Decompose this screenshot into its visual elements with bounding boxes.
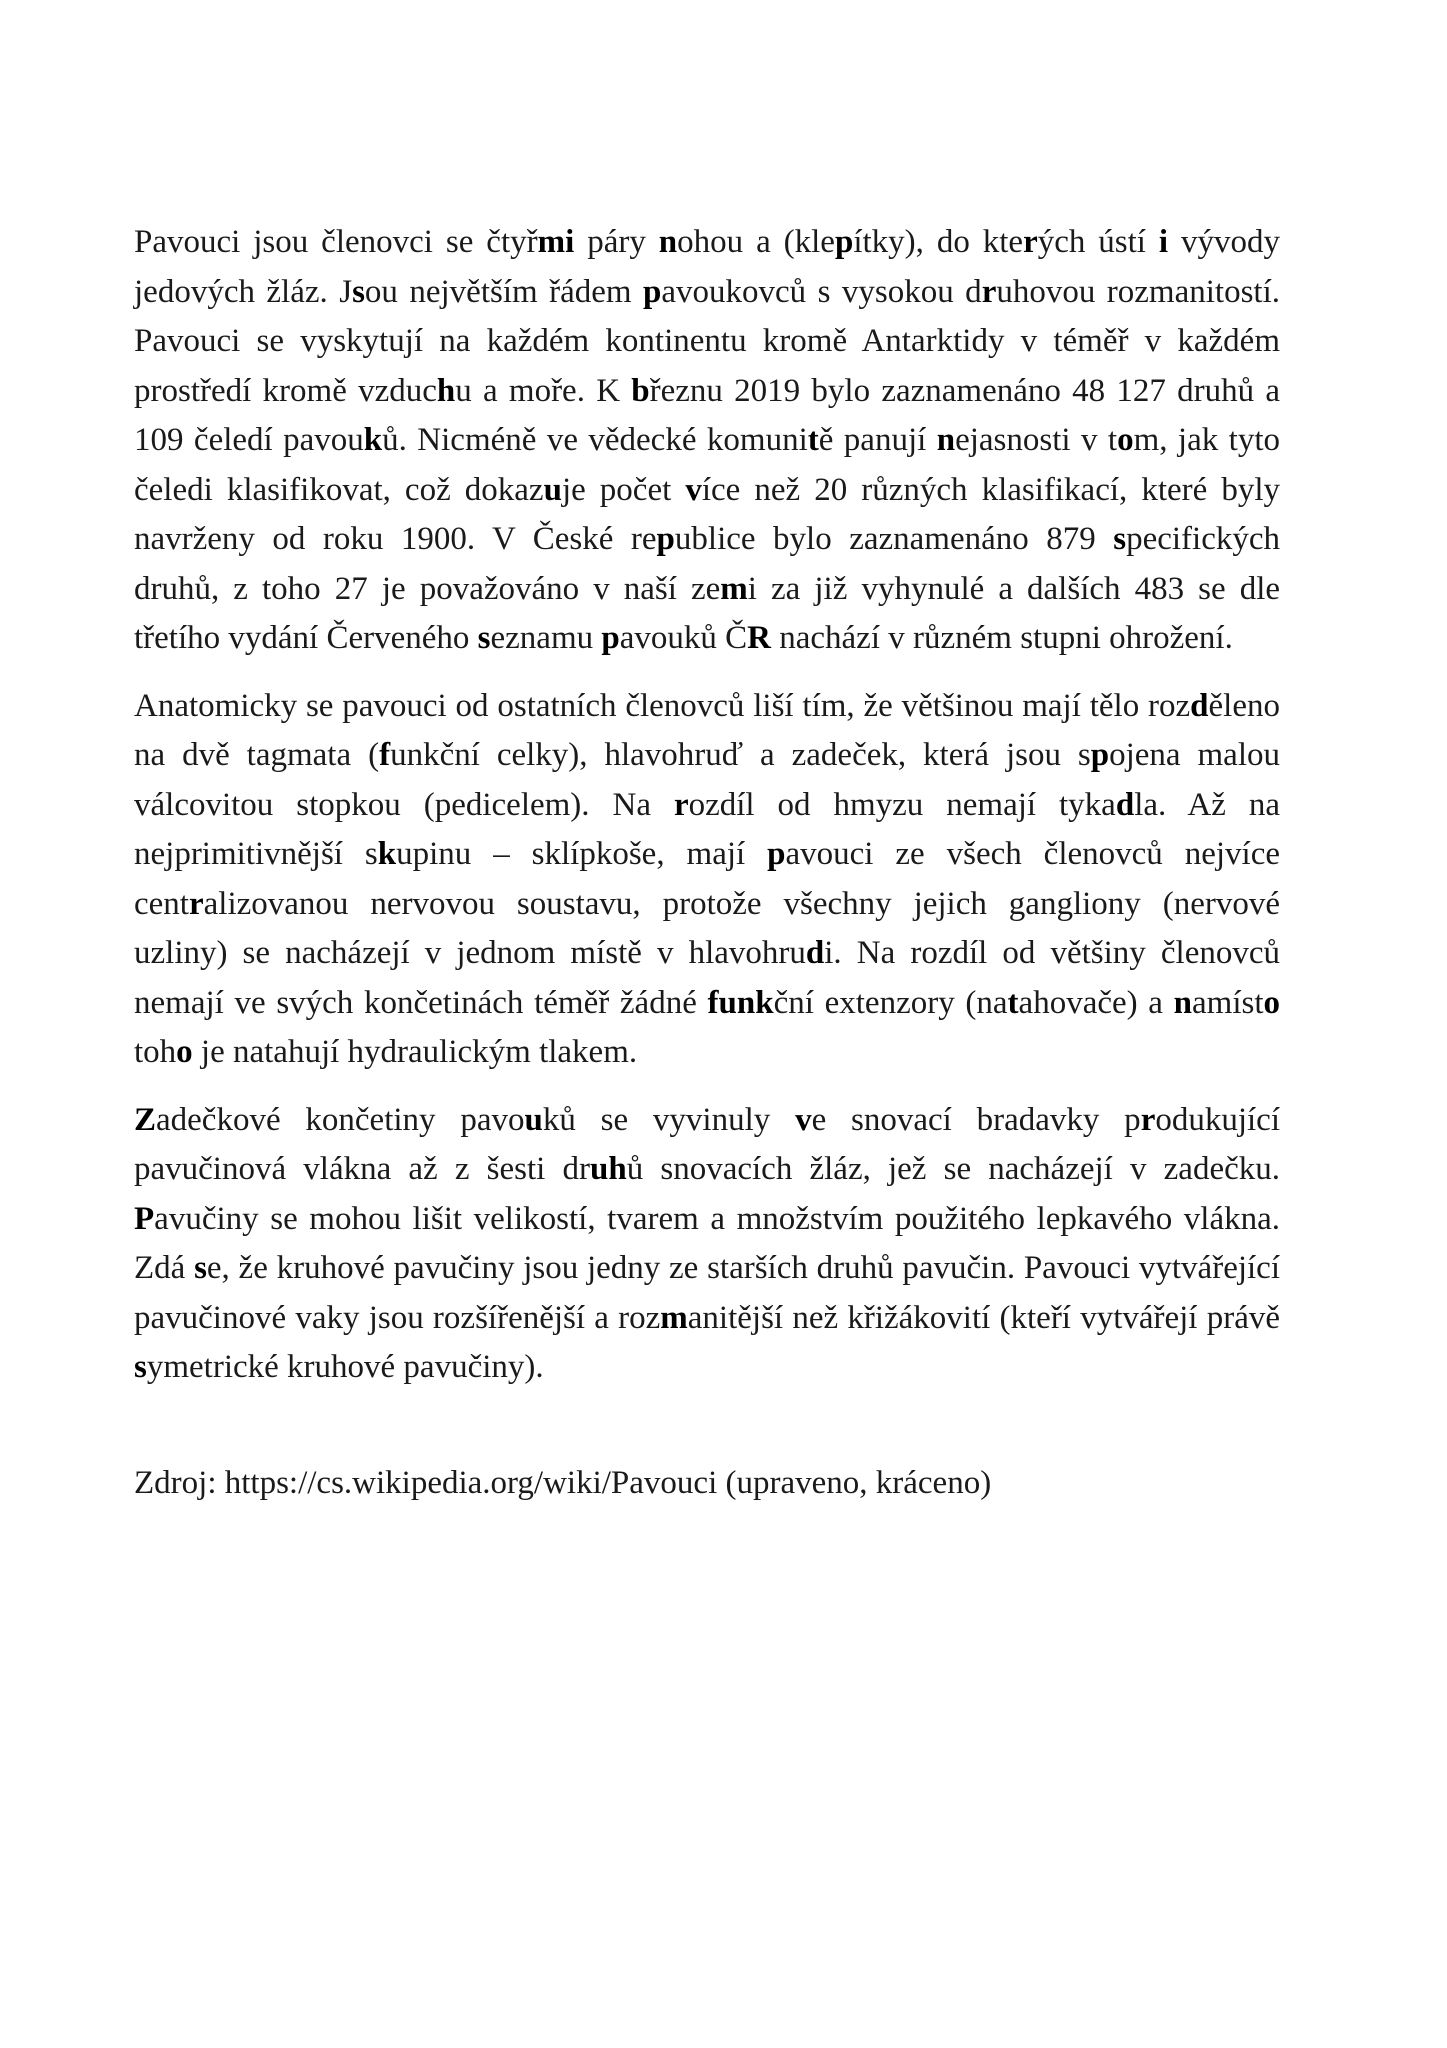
paragraph-spinnerets: Zadečkové končetiny pavouků se vyvinuly ve snovací bradavky produkující pavučinová vlákna až z šesti druhů snovacích žláz, jež se nacházejí v zadečku. Pavučiny se mohou lišit velikostí, tvarem a množstvím použitého lepkavého vlákna. Zdá se, že kruhové pavučiny jsou jedny ze starších druhů pavučin. Pavouci vytvářející pavučinové vaky jsou rozšířenější a rozmanitější než křižákovití (kteří vytvářejí právě symetrické kruhové pavučiny).: [134, 1101, 1280, 1385]
bold-letter: p: [601, 620, 620, 656]
bold-letter: v: [685, 471, 702, 508]
bold-letter: r: [981, 273, 997, 310]
bold-letter: k: [755, 984, 774, 1021]
bold-letter: r: [673, 786, 689, 823]
bold-letter: v: [795, 1101, 812, 1138]
bold-letter: k: [363, 422, 383, 458]
bold-letter: n: [936, 422, 956, 458]
bold-letter: u: [524, 1101, 543, 1138]
bold-letter: d: [805, 935, 825, 971]
bold-letter: m: [720, 570, 748, 607]
bold-letter: h: [608, 1151, 627, 1187]
bold-letter: P: [134, 1200, 155, 1237]
bold-letter: s: [1113, 521, 1127, 557]
bold-letter: r: [1140, 1101, 1156, 1138]
bold-letter: f: [379, 737, 391, 773]
bold-letter: o: [1263, 984, 1281, 1021]
bold-letter: p: [834, 224, 854, 260]
source-citation: Zdroj: https://cs.wikipedia.org/wiki/Pavouci (upraveno, kráceno): [134, 1464, 992, 1501]
bold-letter: t: [807, 422, 819, 458]
document-page: [134, 218, 1280, 1526]
bold-letter: d: [1190, 687, 1209, 724]
bold-letter: i: [1158, 224, 1169, 260]
bold-letter: p: [656, 521, 675, 557]
bold-letter: n: [658, 224, 678, 260]
bold-letter: R: [747, 620, 771, 656]
bold-letter: mi: [537, 224, 575, 260]
paragraph-anatomy: Anatomicky se pavouci od ostatních členovců liší tím, že většinou mají tělo rozděleno na dvě tagmata (funkční celky), hlavohruď a zadeček, která jsou spojena malou válcovitou stopkou (pedicelem). Na rozdíl od hmyzu nemají tykadla. Až na nejprimitivnější skupinu – sklípkoše, mají pavouci ze všech členovců nejvíce centralizovanou nervovou soustavu, protože všechny jejich gangliony (nervové uzliny) se nacházejí v jednom místě v hlavohrudi. Na rozdíl od většiny členovců nemají ve svých končetinách téměř žádné funkční extenzory (natahovače) a namísto toho je natahují hydraulickým tlakem.: [134, 687, 1281, 1070]
bold-letter: d: [1115, 786, 1135, 823]
bold-letter: s: [352, 273, 365, 310]
bold-letter: k: [377, 836, 397, 872]
bold-letter: fun: [707, 984, 756, 1021]
bold-letter: p: [643, 273, 662, 310]
bold-letter: o: [1117, 422, 1134, 458]
bold-letter: p: [1090, 737, 1110, 773]
bold-letter: b: [631, 372, 650, 409]
bold-letter: t: [1007, 984, 1019, 1021]
bold-letter: n: [1173, 984, 1193, 1021]
bold-letter: s: [477, 620, 491, 656]
bold-letter: h: [436, 372, 456, 409]
bold-letter: r: [1023, 224, 1038, 260]
bold-letter: s: [194, 1250, 207, 1286]
bold-letter: s: [134, 1349, 147, 1385]
bold-letter: Z: [134, 1101, 157, 1138]
paragraph-spiders-intro: Pavouci jsou členovci se čtyřmi páry nohou a (klepítky), do kterých ústí i vývody jedových žláz. Jsou největším řádem pavoukovců s vysokou druhovou rozmanitostí. Pavouci se vyskytují na každém kontinentu kromě Antarktidy v téměř v každém prostředí kromě vzduchu a moře. K březnu 2019 bylo zaznamenáno 48 127 druhů a 109 čeledí pavouků. Nicméně ve vědecké komunitě panují nejasnosti v tom, jak tyto čeledi klasifikovat, což dokazuje počet více než 20 různých klasifikací, které byly navrženy od roku 1900. V České republice bylo zaznamenáno 879 specifických druhů, z toho 27 je považováno v naší zemi za již vyhynulé a dalších 483 se dle třetího vydání Červeného seznamu pavouků ČR nachází v různém stupni ohrožení.: [134, 224, 1281, 656]
bold-letter: u: [543, 471, 562, 508]
bold-letter: p: [767, 836, 786, 872]
bold-letter: m: [660, 1299, 688, 1336]
bold-letter: u: [589, 1151, 609, 1187]
bold-letter: r: [188, 885, 204, 922]
bold-letter: o: [176, 1034, 193, 1070]
